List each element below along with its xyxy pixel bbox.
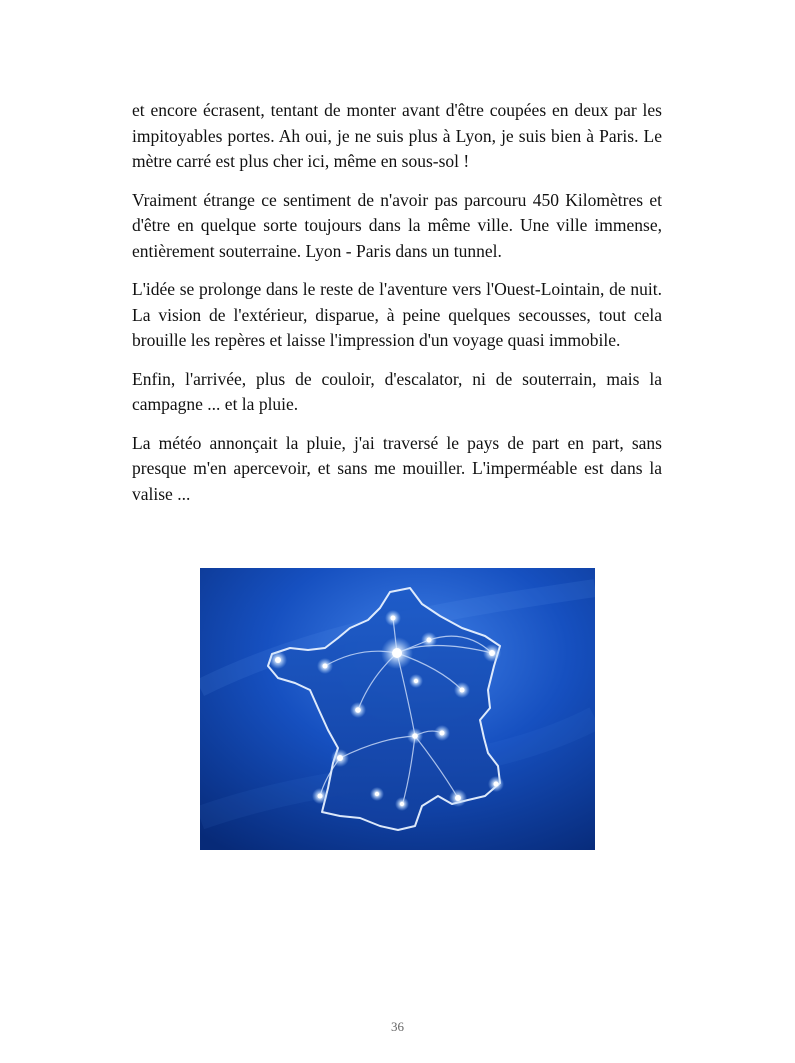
city-light: [395, 797, 409, 811]
paragraph-4: Enfin, l'arrivée, plus de couloir, d'escalator, ni de souterrain, mais la campagne ... et la pluie.: [132, 368, 662, 414]
city-light: [421, 632, 437, 648]
city-light: [312, 788, 328, 804]
city-light: [409, 674, 423, 688]
city-light: [331, 749, 349, 767]
france-map-illustration: [200, 568, 595, 850]
city-light: [434, 725, 450, 741]
city-light-lyon: [407, 728, 423, 744]
page-number: 36: [391, 1019, 404, 1034]
city-light: [269, 651, 287, 669]
paragraph-2: Vraiment étrange ce sentiment de n'avoir pas parcouru 450 Kilomètres et d'être en quelque sorte toujours dans la même ville. Une ville immense, entièrement souterraine. Lyon - Paris dans un tunnel.: [132, 189, 662, 261]
paragraph-3: L'idée se prolonge dans le reste de l'aventure vers l'Ouest-Lointain, de nuit. La vision de l'extérieur, disparue, à peine quelques secousses, tout cela brouille les repères et laisse l'impression d'un voyage quasi immobile.: [132, 279, 662, 350]
city-light: [350, 702, 366, 718]
city-light: [449, 789, 467, 807]
body-text: [132, 98, 662, 520]
city-light: [385, 610, 401, 626]
paragraph-1: et encore écrasent, tentant de monter avant d'être coupées en deux par les impitoyables portes. Ah oui, je ne suis plus à Lyon, je suis bien à Paris. Le mètre carré est plus cher ici, même en sous-sol !: [132, 100, 662, 171]
city-light: [488, 776, 504, 792]
france-network-map-image: [200, 568, 595, 850]
city-light-paris: [381, 637, 413, 669]
city-light: [454, 682, 470, 698]
city-light: [317, 658, 333, 674]
city-light: [370, 787, 384, 801]
city-light: [483, 644, 501, 662]
paragraph-5: La météo annonçait la pluie, j'ai traversé le pays de part en part, sans presque m'en apercevoir, et sans me mouiller. L'imperméable est dans la valise ...: [132, 432, 662, 504]
